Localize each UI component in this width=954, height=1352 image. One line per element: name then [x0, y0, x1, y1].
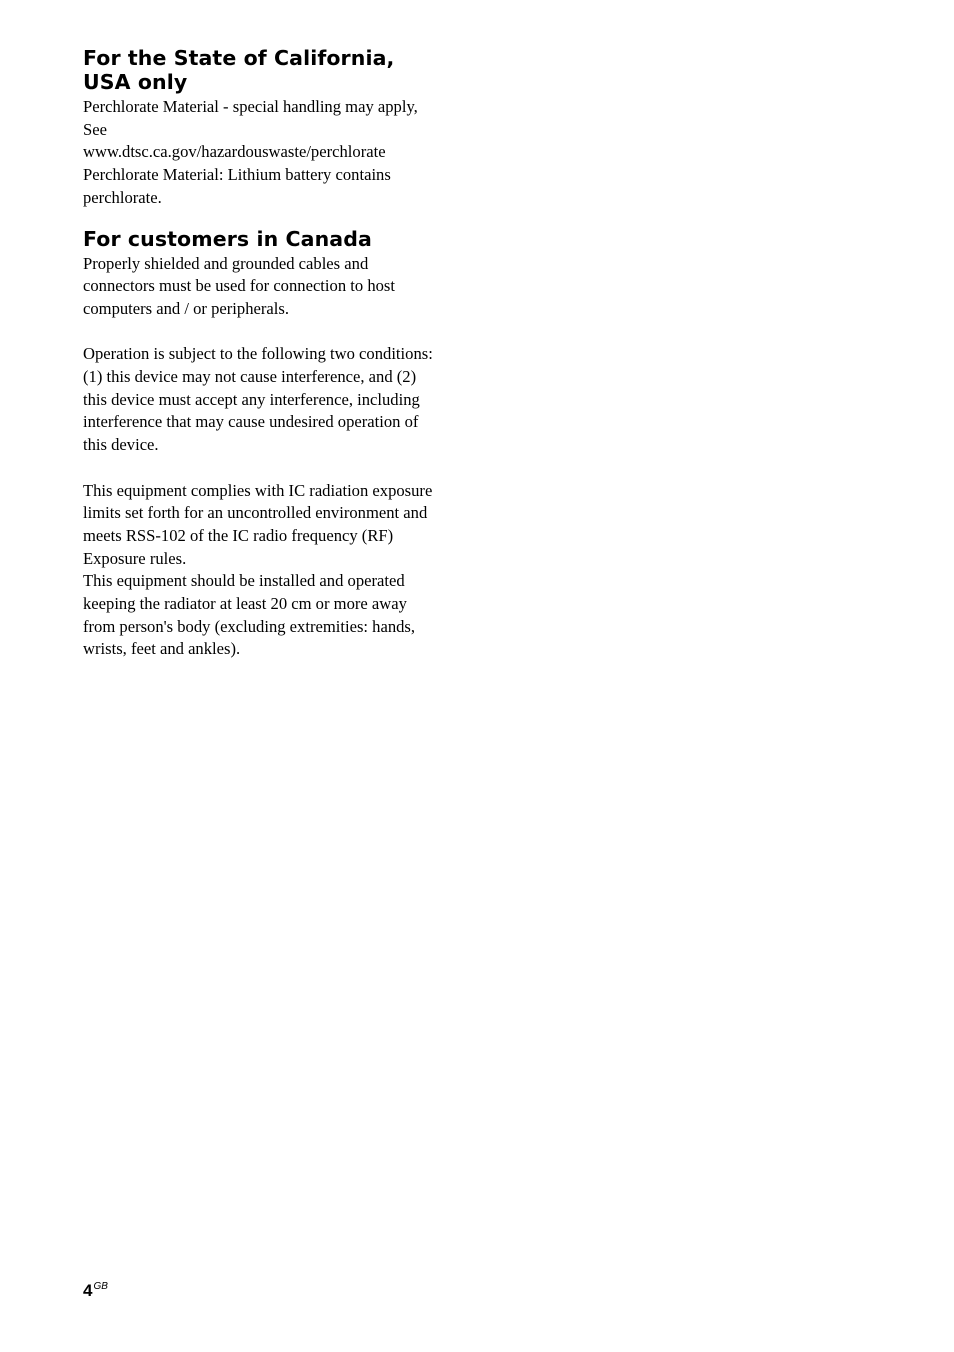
text-line: Exposure rules. — [83, 548, 187, 568]
text-line: connectors must be used for connection to host — [83, 276, 395, 296]
canada-paragraph-conditions — [83, 343, 468, 457]
california-section — [83, 46, 468, 210]
california-heading — [83, 46, 468, 94]
text-line: See — [83, 119, 107, 139]
california-heading-line: USA only — [83, 70, 188, 94]
paragraph-gap — [83, 321, 468, 344]
california-heading-line: For the State of California, — [83, 46, 395, 70]
canada-paragraph-cables — [83, 253, 468, 321]
text-line: computers and / or peripherals. — [83, 298, 289, 318]
text-line: Properly shielded and grounded cables and — [83, 253, 369, 273]
text-line: Operation is subject to the following two conditions: — [83, 344, 433, 364]
canada-heading: For customers in Canada — [83, 226, 372, 251]
text-line: Perchlorate Material - special handling may apply, — [83, 97, 418, 116]
text-line: meets RSS-102 of the IC radio frequency (RF) — [83, 525, 394, 545]
text-line: this device must accept any interference, including — [83, 389, 420, 409]
page-number-value: 4 — [83, 1281, 93, 1300]
text-line: wrists, feet and ankles). — [83, 639, 241, 659]
text-line: this device. — [83, 435, 159, 455]
url-text: www.dtsc.ca.gov/hazardouswaste/perchlorate — [83, 142, 386, 162]
text-line: from person's body (excluding extremities: hands, — [83, 616, 416, 636]
text-line: This equipment should be installed and operated — [83, 571, 405, 591]
page-number-suffix: GB — [93, 1281, 108, 1292]
text-line: Perchlorate Material: Lithium battery contains — [83, 165, 391, 185]
text-line: keeping the radiator at least 20 cm or more away — [83, 594, 407, 614]
canada-section — [83, 227, 468, 662]
text-line: interference that may cause undesired operation of — [83, 412, 419, 432]
page-number — [83, 1281, 108, 1301]
paragraph-gap — [83, 457, 468, 480]
text-line: perchlorate. — [83, 187, 162, 207]
text-line: limits set forth for an uncontrolled environment and — [83, 503, 428, 523]
document-body — [83, 46, 468, 661]
text-line: This equipment complies with IC radiation exposure — [83, 480, 433, 500]
canada-paragraph-radiation — [83, 480, 468, 662]
california-paragraph — [83, 96, 468, 210]
text-line: (1) this device may not cause interference, and (2) — [83, 367, 417, 387]
